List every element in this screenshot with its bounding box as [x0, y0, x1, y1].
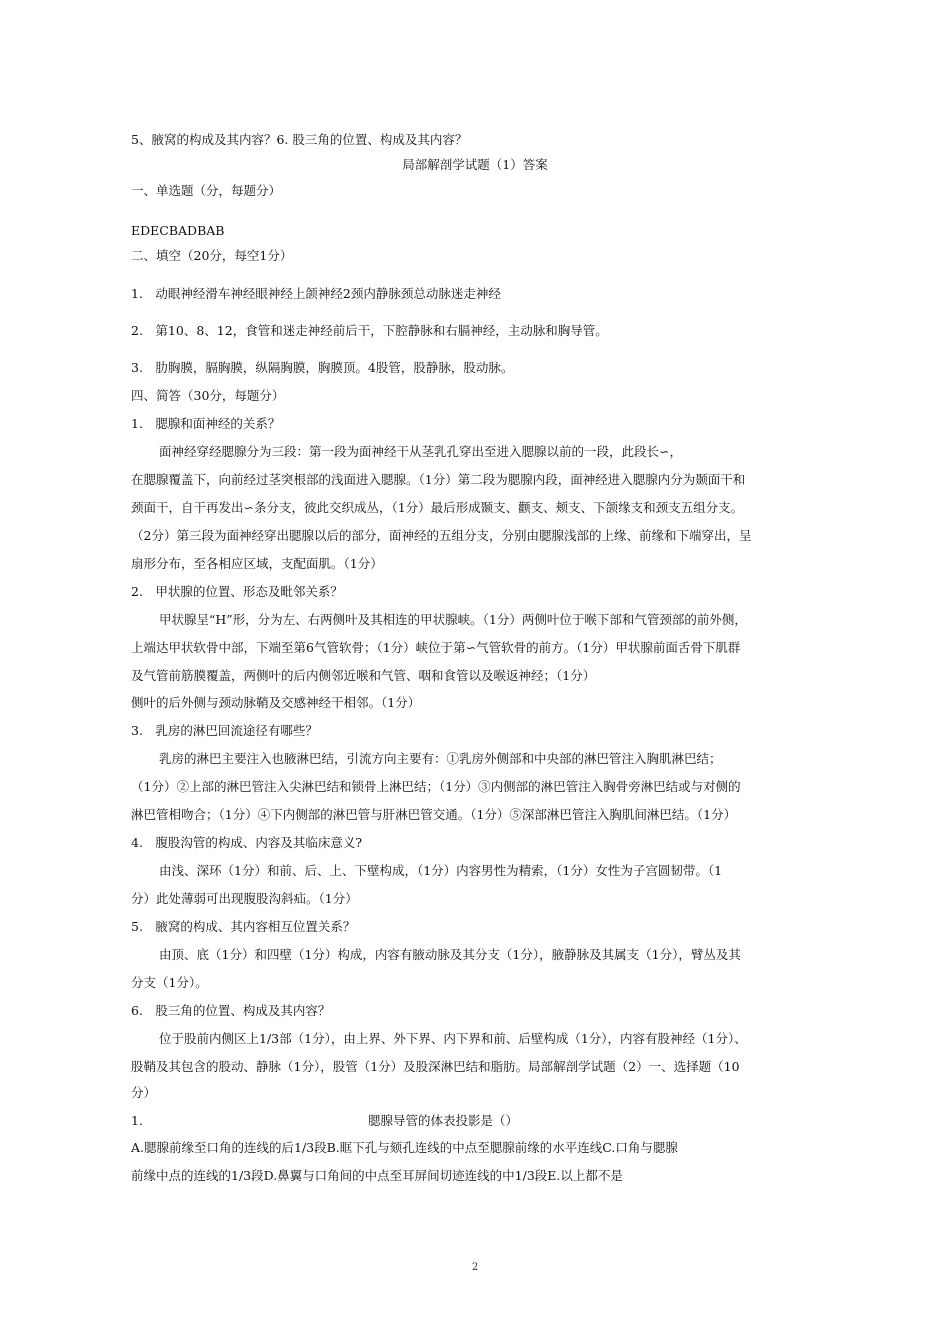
text-line: 面神经穿经腮腺分为三段：第一段为面神经干从茎乳孔穿出至进入腮腺以前的一段，此段长∽， — [159, 444, 682, 459]
text-line: 甲状腺呈“H”形，分为左、右两侧叶及其相连的甲状腺峡。（1分）两侧叶位于喉下部和气管颈部的前外侧， — [159, 612, 747, 627]
text-line: 分）此处薄弱可出现腹股沟斜疝。（1分） — [131, 891, 358, 906]
text-line: 上端达甲状软骨中部，下端至第6气管软骨；（1分）峡位于第∽气管软骨的前方。（1分）甲状腺前面舌骨下肌群 — [131, 640, 741, 655]
section-heading: 四、简答（30分，每题分） — [131, 388, 285, 403]
answer-options: 前缘中点的连线的1/3段D.鼻翼与口角间的中点至耳屏间切迹连线的中1/3段E.以上都不是 — [131, 1168, 623, 1183]
text-line: 乳房的淋巴主要注入也腋淋巴结，引流方向主要有：①乳房外侧部和中央部的淋巴管注入胸肌淋巴结； — [159, 751, 722, 766]
text-line: 在腮腺覆盖下，向前经过茎突根部的浅面进入腮腺。（1分）第二段为腮腺内段，面神经进入腮腺内分为颞面干和 — [131, 472, 746, 487]
text-line: 2. 第10、8、12，食管和迷走神经前后干，下腔静脉和右膈神经，主动脉和胸导管。 — [131, 323, 608, 338]
question: 6. 股三角的位置、构成及其内容？ — [131, 1003, 331, 1018]
text-line: 扇形分布，至各相应区域，支配面肌。（1分） — [131, 556, 383, 571]
answer-title: 局部解剖学试题（1）答案 — [402, 157, 548, 172]
text-line: 位于股前内侧区上1/3部（1分），由上界、外下界、内下界和前、后壁构成（1分），内容有股神经（1分）、 — [159, 1031, 747, 1046]
text-line: 由浅、深环（1分）和前、后、上、下壁构成，（1分）内容男性为精索，（1分）女性为子宫圆韧带。（1 — [159, 863, 723, 878]
text-line: （1分）②上部的淋巴管注入尖淋巴结和锁骨上淋巴结；（1分）③内侧部的淋巴管注入胸骨旁淋巴结或与对侧的 — [131, 779, 741, 794]
question: 1. 腮腺和面神经的关系？ — [131, 416, 281, 431]
question: 5. 腋窝的构成、其内容相互位置关系？ — [131, 919, 356, 934]
text-line: 3. 肋胸膜，膈胸膜，纵隔胸膜，胸膜顶。4股管，股静脉，股动脉。 — [131, 360, 514, 375]
text-line: 侧叶的后外侧与颈动脉鞘及交感神经干相邻。（1分） — [131, 695, 421, 710]
question: 2. 甲状腺的位置、形态及毗邻关系？ — [131, 584, 343, 599]
text-line: （2分）第三段为面神经穿出腮腺以后的部分，面神经的五组分支，分别由腮腺浅部的上缘、前缘和下端穿出，呈 — [131, 528, 752, 543]
question: 4. 腹股沟管的构成、内容及其临床意义? — [131, 835, 363, 850]
text-line: 5、腋窝的构成及其内容？6. 股三角的位置、构成及其内容？ — [131, 132, 468, 147]
page-number: 2 — [471, 1262, 479, 1273]
answer-options: A.腮腺前缘至口角的连线的后1/3段B.眶下孔与颏孔连线的中点至腮腺前缘的水平连线C.口角与腮腺 — [131, 1140, 678, 1155]
question: 腮腺导管的体表投影是（） — [368, 1113, 519, 1128]
question-number: 1. — [131, 1113, 143, 1128]
text-line: 由顶、底（1分）和四壁（1分）构成，内容有腋动脉及其分支（1分），腋静脉及其属支（1分），臂丛及其 — [159, 947, 741, 962]
answer-key: EDECBADBAB — [131, 223, 225, 238]
text-line: 及气管前筋膜覆盖，两侧叶的后内侧邻近喉和气管、咽和食管以及喉返神经；（1分） — [131, 668, 596, 683]
text-line: 淋巴管相吻合；（1分）④下内侧部的淋巴管与肝淋巴管交通。（1分）⑤深部淋巴管注入胸肌间淋巴结。（1分） — [131, 807, 737, 822]
text-line: 股鞘及其包含的股动、静脉（1分），股管（1分）及股深淋巴结和脂肪。局部解剖学试题（2）一、选择题（10 — [131, 1059, 740, 1074]
text-line: 分支（1分）。 — [131, 975, 208, 990]
question: 3. 乳房的淋巴回流途径有哪些？ — [131, 723, 318, 738]
section-heading: 一、单选题（分，每题分） — [131, 183, 282, 198]
text-line: 颈面干，自干再发出∽条分支，彼此交织成丛，（1分）最后形成颞支、颧支、颊支、下颌缘支和颈支五组分支。 — [131, 500, 744, 515]
text-line: 1. 动眼神经滑车神经眼神经上颌神经2颈内静脉颈总动脉迷走神经 — [131, 286, 501, 301]
text-line: 分） — [131, 1085, 157, 1100]
section-heading: 二、填空（20分，每空1分） — [131, 248, 293, 263]
